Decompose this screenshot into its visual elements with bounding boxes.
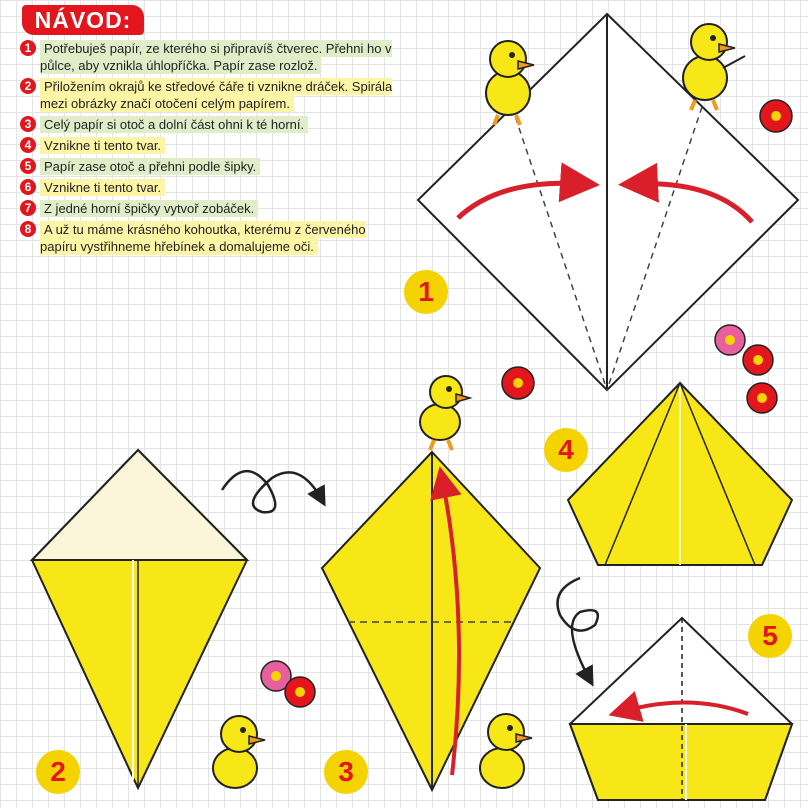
- chick-icon: [480, 714, 532, 788]
- flip-spiral-icon: [558, 578, 598, 680]
- step-number: 1: [20, 40, 36, 56]
- step-text: Z jedné horní špičky vytvoř zobáček.: [40, 200, 258, 217]
- step-text: Vznikne ti tento tvar.: [40, 137, 165, 154]
- flower-icon: [747, 383, 777, 413]
- page-title: NÁVOD:: [22, 5, 144, 35]
- step-number: 4: [20, 137, 36, 153]
- step-text: Potřebuješ papír, ze kterého si připravíš čtverec. Přehni ho v půlce, aby vznikla úhlopříčka. Papír zase rozlož.: [40, 41, 392, 73]
- step-badge-4: 4: [544, 428, 588, 472]
- step-number: 5: [20, 158, 36, 174]
- step-number: 3: [20, 116, 36, 132]
- step-text: Celý papír si otoč a dolní část ohni k té horní.: [40, 116, 308, 133]
- step-badge-5: 5: [748, 614, 792, 658]
- step-badge-1: 1: [404, 270, 448, 314]
- step-text: Vznikne ti tento tvar.: [40, 179, 165, 196]
- diagram-step-2: [32, 450, 247, 788]
- step-badge-3: 3: [324, 750, 368, 794]
- flower-icon: [502, 367, 534, 399]
- step-number: 7: [20, 200, 36, 216]
- step-number: 6: [20, 179, 36, 195]
- chick-icon: [213, 716, 265, 788]
- step-text: A už tu máme krásného kohoutka, kterému z červeného papíru vystřihneme hřebínek a domalujeme oči.: [40, 222, 366, 254]
- step-text: Papír zase otoč a přehni podle šipky.: [40, 158, 260, 175]
- step-number: 8: [20, 221, 36, 237]
- step-number: 2: [20, 78, 36, 94]
- flower-icon: [760, 100, 792, 132]
- flip-spiral-icon: [222, 471, 322, 512]
- step-text: Přiložením okrajů ke středové čáře ti vznikne dráček. Spirála mezi obrázky značí otočení celým papírem.: [40, 79, 393, 111]
- flower-icon: [743, 345, 773, 375]
- chick-icon: [420, 376, 470, 450]
- flower-icon: [285, 677, 315, 707]
- step-badge-2: 2: [36, 750, 80, 794]
- chick-icon: [683, 24, 745, 110]
- flower-icon: [715, 325, 745, 355]
